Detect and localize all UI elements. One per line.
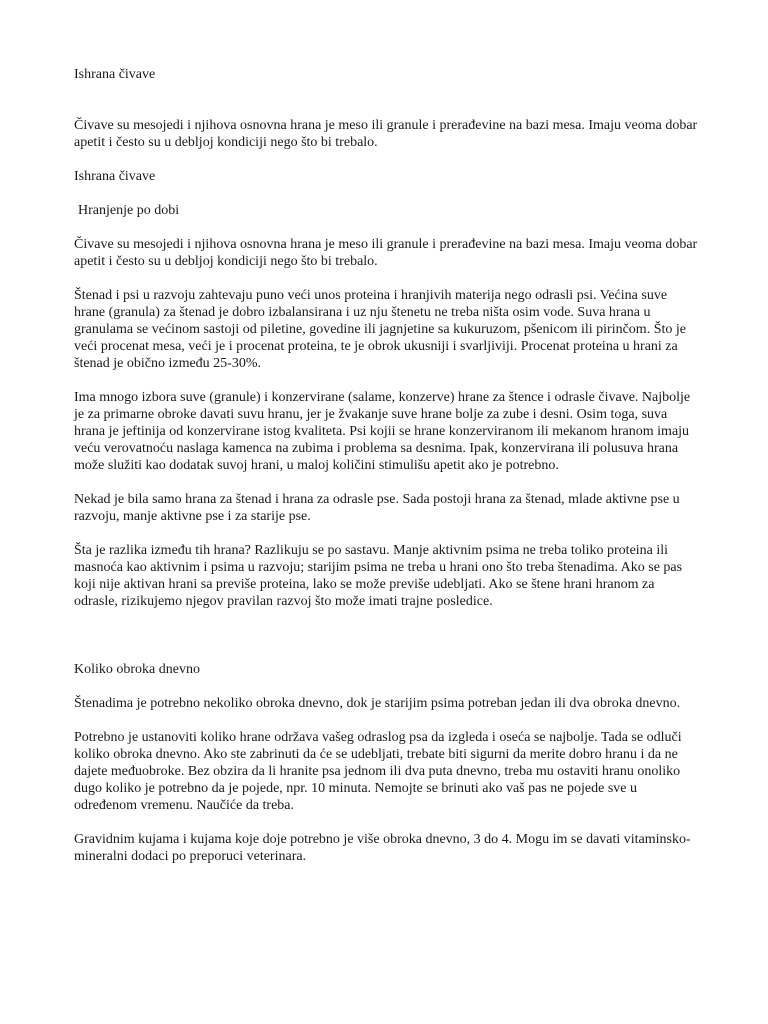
intro-paragraph: Čivave su mesojedi i njihova osnovna hrana je meso ili granule i prerađevine na bazi mesa. Imaju veoma dobar apetit i često su u debljoj kondiciji nego što bi trebalo. bbox=[74, 118, 698, 150]
meals-section-title: Koliko obroka dnevno bbox=[74, 662, 200, 677]
document-title: Ishrana čivave bbox=[74, 67, 156, 82]
document-page bbox=[74, 66, 699, 882]
intro-paragraph-repeat: Čivave su mesojedi i njihova osnovna hrana je meso ili granule i prerađevine na bazi mesa. Imaju veoma dobar apetit i često su u debljoj kondiciji nego što bi trebalo. bbox=[74, 237, 698, 269]
section-title: Ishrana čivave bbox=[74, 169, 156, 184]
food-difference-paragraph: Šta je razlika između tih hrana? Razlikuju se po sastavu. Manje aktivnim psima ne treba toliko proteina ili masnoća kao aktivnim i psima u razvoju; starijim psima ne treba u hrani ono što treba štenadima. Ako se pas koji nije aktivan hrani sa previše proteina, lako se može previše udebljati. Ako se štene hrani hranom za odrasle, rizikujemo njegov pravilan razvoj što može imati trajne posledice. bbox=[74, 543, 683, 609]
food-amount-paragraph: Potrebno je ustanoviti koliko hrane održava vašeg odraslog psa da izgleda i oseća se najbolje. Tada se odluči koliko obroka dnevno. Ako ste zabrinuti da će se udebljati, trebate biti sigurni da merite dobro hranu i da ne dajete međuobroke. Bez obzira da li hranite psa jednom ili dva puta dnevno, treba mu ostaviti hranu onoliko dugo koliko je potrebno da je pojede, npr. 10 minuta. Nemojte se brinuti ako vaš pas ne pojede sve u određenom vremenu. Naučiće da treba. bbox=[74, 730, 682, 813]
meals-paragraph: Štenadima je potrebno nekoliko obroka dnevno, dok je starijim psima potreban jedan ili dva obroka dnevno. bbox=[74, 696, 681, 711]
food-choice-paragraph: Ima mnogo izbora suve (granule) i konzervirane (salame, konzerve) hrane za štence i odrasle čivave. Najbolje je za primarne obroke davati suvu hranu, jer je žvakanje suve hrane bolje za zube i desni. Osim toga, suva hrana je jeftinija od konzervirane istog kvaliteta. Psi kojii se hrane konzerviranom ili mekanom hranom imaju veću verovatnoću naslaga kamenca na zubima i problema sa desnima. Ipak, konzervirana ili polusuva hrana može služiti kao dodatak suvoj hrani, u maloj količini stimulišu apetit ako je potrebno. bbox=[74, 390, 691, 473]
puppies-paragraph: Štenad i psi u razvoju zahtevaju puno veći unos proteina i hranjivih materija nego odrasli psi. Većina suve hrane (granula) za štenad je dobro izbalansirana i uz nju štenetu ne treba ništa osim vode. Suva hrana u granulama se većinom sastoji od piletine, govedine ili jagnjetine sa kukuruzom, pšenicom ili pirinčom. Što je veći procenat mesa, veći je i procenat proteina, te je obrok ukusniji i svarljiviji. Procenat proteina u hrani za štenad je obično između 25-30%. bbox=[74, 288, 686, 371]
subsection-title-age: Hranjenje po dobi bbox=[78, 203, 180, 218]
pregnant-dogs-paragraph: Gravidnim kujama i kujama koje doje potrebno je više obroka dnevno, 3 do 4. Mogu im se davati vitaminsko-mineralni dodaci po preporuci veterinara. bbox=[74, 832, 691, 864]
food-history-paragraph: Nekad je bila samo hrana za štenad i hrana za odrasle pse. Sada postoji hrana za štenad, mlade aktivne pse u razvoju, manje aktivne pse i za starije pse. bbox=[74, 492, 680, 524]
